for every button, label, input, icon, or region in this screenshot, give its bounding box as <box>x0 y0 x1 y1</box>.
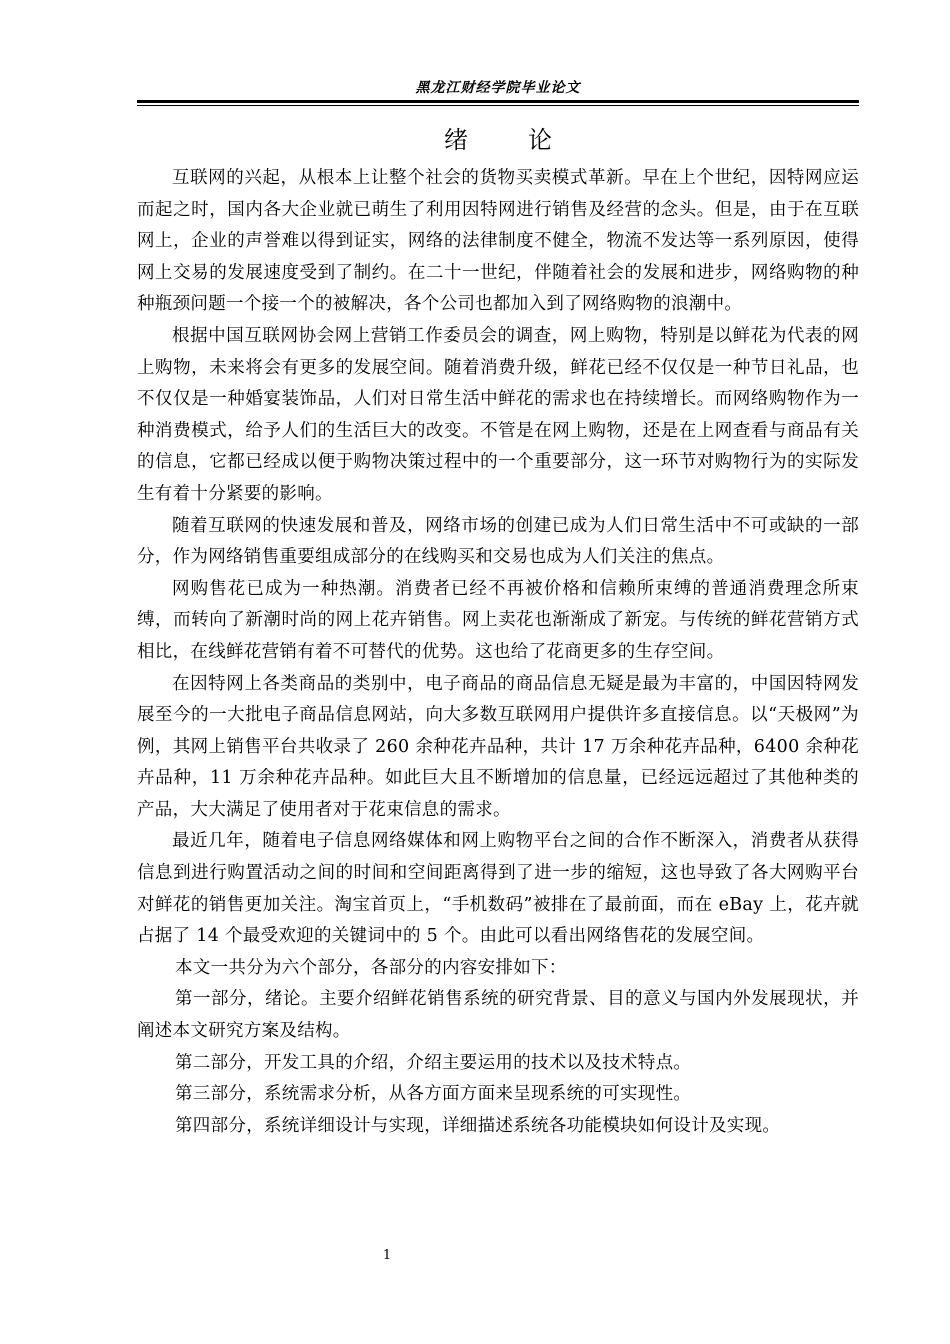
outline-item: 第三部分，系统需求分析，从各方面方面来呈现系统的可实现性。 <box>175 1084 692 1105</box>
paragraph: 随着互联网的快速发展和普及，网络市场的创建已成为人们日常生活中不可或缺的一部分，作为网络销售重要组成部分的在线购买和交易也成为人们关注的焦点。 <box>137 515 859 568</box>
paragraph: 在因特网上各类商品的类别中，电子商品的商品信息无疑是最为丰富的，中国因特网发展至今的一大批电子商品信息网站，向大多数互联网用户提供许多直接信息。以“天极网”为例，其网上销售平台共收录了 260 余种花卉品种，共计 17 万余种花卉品种，6400 余种花卉品种，11 万余种花卉品种。如此巨大且不断增加的信息量，已经远远超过了其他种类的产品，大大满足了使用者对于花束信息的需求。 <box>137 673 859 820</box>
outline-item: 第四部分，系统详细设计与实现，详细描述系统各功能模块如何设计及实现。 <box>175 1115 781 1136</box>
header-rule-thick <box>137 100 859 103</box>
paragraph: 最近几年，随着电子信息网络媒体和网上购物平台之间的合作不断深入，消费者从获得信息到进行购置活动之间的时间和空间距离得到了进一步的缩短，这也导致了各大网购平台对鲜花的销售更加关注。淘宝首页上，“手机数码”被排在了最前面，而在 eBay 上，花卉就占据了 14 个最受欢迎的关键词中的 5 个。由此可以看出网络售花的发展空间。 <box>137 831 859 947</box>
outline-item: 第二部分，开发工具的介绍，介绍主要运用的技术以及技术特点。 <box>175 1052 692 1073</box>
outline-item: 第一部分，绪论。主要介绍鲜花销售系统的研究背景、目的意义与国内外发展现状，并阐述本文研究方案及结构。 <box>137 989 859 1042</box>
running-header: 黑龙江财经学院毕业论文 <box>415 80 581 96</box>
section-title: 绪论 <box>444 126 612 154</box>
page-number: 1 <box>382 1248 392 1263</box>
header-rule-thin <box>137 105 859 106</box>
outline-intro: 本文一共分为六个部分，各部分的内容安排如下： <box>175 957 567 978</box>
paragraph: 网购售花已成为一种热潮。消费者已经不再被价格和信赖所束缚的普通消费理念所束缚，而转向了新潮时尚的网上花卉销售。网上卖花也渐渐成了新宠。与传统的鲜花营销方式相比，在线鲜花营销有着不可替代的优势。这也给了花商更多的生存空间。 <box>137 578 859 662</box>
body-text <box>137 163 859 1142</box>
paragraph: 根据中国互联网协会网上营销工作委员会的调查，网上购物，特别是以鲜花为代表的网上购物，未来将会有更多的发展空间。随着消费升级，鲜花已经不仅仅是一种节日礼品，也不仅仅是一种婚宴装饰品，人们对日常生活中鲜花的需求也在持续增长。而网络购物作为一种消费模式，给予人们的生活巨大的改变。不管是在网上购物，还是在上网查看与商品有关的信息，它都已经成以便于购物决策过程中的一个重要部分，这一环节对购物行为的实际发生有着十分紧要的影响。 <box>137 325 859 504</box>
paragraph: 互联网的兴起，从根本上让整个社会的货物买卖模式革新。早在上个世纪，因特网应运而起之时，国内各大企业就已萌生了利用因特网进行销售及经营的念头。但是，由于在互联网上，企业的声誉难以得到证实，网络的法律制度不健全，物流不发达等一系列原因，使得网上交易的发展速度受到了制约。在二十一世纪，伴随着社会的发展和进步，网络购物的种种瓶颈问题一个接一个的被解决，各个公司也都加入到了网络购物的浪潮中。 <box>137 168 859 315</box>
